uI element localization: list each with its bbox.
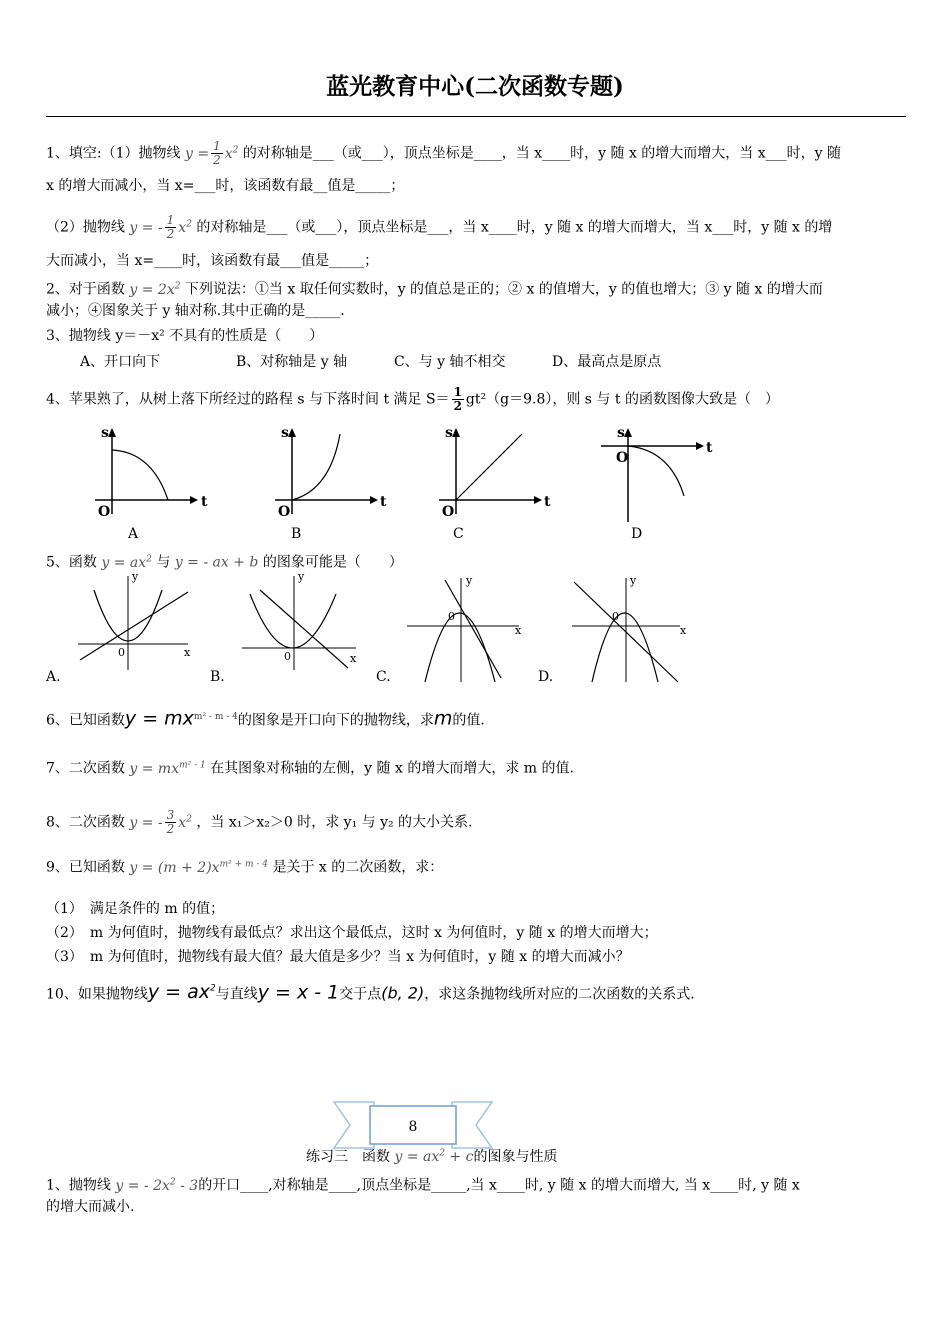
q4-a-axis-s: s bbox=[101, 425, 109, 441]
practice-q1-line1 bbox=[46, 1172, 800, 1196]
q5-c-origin: 0 bbox=[448, 610, 455, 623]
q6-formula: y = mx bbox=[124, 707, 194, 730]
q2-line1 bbox=[46, 276, 823, 300]
q3-option-d: D、最高点是原点 bbox=[552, 354, 662, 370]
q9-item-1: （1） 满足条件的 m 的值； bbox=[46, 901, 225, 917]
section-title-a: 练习三 函数 bbox=[306, 1149, 390, 1165]
q4-label-d: D bbox=[631, 526, 643, 542]
q3-stem: 3、抛物线 y＝－x² 不具有的性质是（ ） bbox=[46, 328, 324, 344]
q1-formula2: y = - $\frac{1}{2}$ $x^2$ bbox=[129, 213, 192, 242]
title-divider bbox=[46, 116, 906, 117]
q6-m: m bbox=[433, 707, 453, 730]
q9-text-b: 是关于 x 的二次函数，求： bbox=[272, 859, 444, 876]
q10-text-a: 10、如果抛物线 bbox=[46, 986, 148, 1003]
q4-label-c: C bbox=[453, 526, 464, 542]
q5-d-axis-x: x bbox=[680, 624, 687, 637]
q10-parabola: $y = ax^2$ bbox=[147, 981, 216, 1004]
q4-text-a: 4、苹果熟了，从树上落下所经过的路程 s 与下落时间 t 满足 S＝ bbox=[46, 391, 450, 408]
q10-text-b: 与直线 bbox=[215, 986, 258, 1003]
q6-text-a: 6、已知函数 bbox=[46, 712, 125, 729]
q9-formula: $y = (m + 2)x^{m^2 + m - 4}$ bbox=[129, 859, 268, 876]
q4-label-a: A bbox=[128, 526, 139, 542]
q7-line bbox=[46, 752, 574, 782]
q5-label-d: D. bbox=[538, 669, 554, 685]
q5-b-axis-x: x bbox=[350, 652, 357, 665]
q5-text-a: 5、函数 bbox=[46, 554, 97, 571]
q6-exponent: m² - m - 4 bbox=[193, 712, 238, 722]
q5-a-origin: 0 bbox=[118, 646, 125, 659]
q5-stem bbox=[46, 549, 403, 573]
section-title-b: 的图象与性质 bbox=[473, 1149, 558, 1165]
q5-label-b: B. bbox=[210, 669, 225, 685]
q5-graph-b bbox=[240, 572, 360, 672]
q9-item-2: （2） m 为何值时，抛物线有最低点？求出这个最低点，这时 x 为何值时，y 随 x 的增大而增大； bbox=[46, 925, 658, 941]
q5-text-c: 的图象可能是（ ） bbox=[262, 554, 403, 571]
q2-line2: 减小；④图象关于 y 轴对称.其中正确的是_____. bbox=[46, 303, 345, 319]
q1-text-d: 的对称轴是___（或___），顶点坐标是___，当 x____时，y 随 x 的增大而增大，当 x___时，y 随 x 的增 bbox=[196, 219, 833, 236]
q9-line bbox=[46, 851, 443, 881]
q6-text-c: 的值. bbox=[452, 712, 485, 729]
q4-d-origin: O bbox=[616, 450, 629, 466]
q4-stem bbox=[46, 386, 779, 413]
q5-text-b: 与 bbox=[156, 554, 171, 571]
section-title-formula: $y = ax^2 + c$ bbox=[394, 1148, 474, 1165]
q4-c-origin: O bbox=[442, 504, 455, 520]
q5-formula1: $y = ax^2$ bbox=[101, 554, 152, 571]
q5-b-axis-y: y bbox=[298, 570, 305, 583]
q6-line bbox=[46, 704, 485, 734]
q4-c-axis-s: s bbox=[445, 425, 453, 441]
q4-d-axis-s: s bbox=[617, 425, 625, 441]
q5-d-origin: 0 bbox=[612, 610, 619, 623]
q5-graph-a bbox=[76, 572, 196, 672]
q2-formula: $y = 2x^2$ bbox=[129, 281, 181, 298]
q8-text-b: ，当 x₁＞x₂＞0 时，求 y₁ 与 y₂ 的大小关系. bbox=[196, 814, 473, 831]
q5-c-axis-y: y bbox=[466, 574, 473, 587]
q5-formula2: y = - ax + b bbox=[174, 554, 259, 571]
q7-formula: $y = mx^{m^2 - 1}$ bbox=[129, 760, 206, 777]
q5-graph-d bbox=[570, 574, 695, 684]
q1-formula1: y = $\frac{1}{2}$ $x^2$ bbox=[184, 139, 239, 168]
q4-d-axis-t: t bbox=[706, 440, 713, 456]
q10-line-formula: y = x - 1 bbox=[257, 981, 340, 1004]
q3-option-b: B、对称轴是 y 轴 bbox=[236, 354, 348, 370]
q5-a-axis-y: y bbox=[132, 570, 139, 583]
q1-text-c: （2）抛物线 bbox=[46, 219, 125, 236]
q3-option-a: A、开口向下 bbox=[80, 354, 161, 370]
q4-b-origin: O bbox=[278, 504, 291, 520]
q4-c-axis-t: t bbox=[544, 494, 551, 510]
q5-d-axis-y: y bbox=[630, 574, 637, 587]
q1-line4: 大而减小，当 x=____时，该函数有最___值是_____； bbox=[46, 253, 379, 269]
q4-half: $\frac{1}{2}$ bbox=[453, 385, 462, 413]
q1-text-a: 1、填空:（1）抛物线 bbox=[46, 145, 181, 162]
q3-option-c: C、与 y 轴不相交 bbox=[394, 354, 506, 370]
q7-text-a: 7、二次函数 bbox=[46, 760, 125, 777]
q1-line1 bbox=[46, 140, 841, 167]
q5-label-c: C. bbox=[376, 669, 391, 685]
q8-text-a: 8、二次函数 bbox=[46, 814, 125, 831]
q8-formula: y = - $\frac{3}{2}$ $x^2$ bbox=[129, 808, 192, 837]
q4-a-axis-t: t bbox=[201, 494, 208, 510]
q10-point: (b, 2) bbox=[381, 983, 425, 1003]
q4-text-b: gt²（g＝9.8），则 s 与 t 的函数图像大致是（ ） bbox=[465, 391, 779, 408]
page-number: 8 bbox=[408, 1119, 418, 1135]
q10-text-c: 交于点 bbox=[339, 986, 382, 1003]
q4-a-origin: O bbox=[98, 504, 111, 520]
q1-text-b: 的对称轴是___（或___），顶点坐标是____，当 x____时，y 随 x 的增大而增大，当 x___时，y 随 bbox=[242, 145, 842, 162]
q5-a-axis-x: x bbox=[184, 646, 191, 659]
q5-c-axis-x: x bbox=[515, 624, 522, 637]
q10-line bbox=[46, 976, 695, 1007]
q4-graph-d bbox=[598, 424, 718, 524]
practice-q1-line2: 的增大而减小. bbox=[46, 1199, 135, 1215]
q2-text-b: 下列说法：①当 x 取任何实数时，y 的值总是正的；② x 的值增大，y 的值也增大；③ y 随 x 的增大而 bbox=[184, 281, 823, 298]
q4-label-b: B bbox=[291, 526, 302, 542]
q4-b-axis-s: s bbox=[281, 425, 289, 441]
section-title bbox=[306, 1146, 557, 1166]
q6-text-b: 的图象是开口向下的抛物线，求 bbox=[237, 712, 434, 729]
practice-q1-text-a: 1、抛物线 bbox=[46, 1177, 111, 1194]
q1-line2: x 的增大而减小，当 x=___时，该函数有最__值是_____； bbox=[46, 178, 405, 194]
q1-line3 bbox=[46, 214, 832, 241]
q10-text-d: ，求这条抛物线所对应的二次函数的关系式. bbox=[424, 986, 695, 1003]
q9-text-a: 9、已知函数 bbox=[46, 859, 125, 876]
q8-line bbox=[46, 806, 473, 836]
q5-label-a: A. bbox=[46, 669, 61, 685]
q9-item-3: （3） m 为何值时，抛物线有最大值？最大值是多少？当 x 为何值时，y 随 x 的增大而减小？ bbox=[46, 949, 630, 965]
q5-b-origin: 0 bbox=[284, 650, 291, 663]
practice-q1-text-b: 的开口____,对称轴是____,顶点坐标是_____,当 x____时, y 随 x 的增大而增大, 当 x____时, y 随 x bbox=[198, 1177, 800, 1194]
q2-text-a: 2、对于函数 bbox=[46, 281, 125, 298]
q4-b-axis-t: t bbox=[380, 494, 387, 510]
page-title: 蓝光教育中心(二次函数专题) bbox=[326, 73, 624, 100]
q7-text-b: 在其图象对称轴的左侧，y 随 x 的增大而增大，求 m 的值. bbox=[210, 760, 574, 777]
practice-q1-formula: y = - $2x^2 - 3$ bbox=[115, 1177, 199, 1194]
